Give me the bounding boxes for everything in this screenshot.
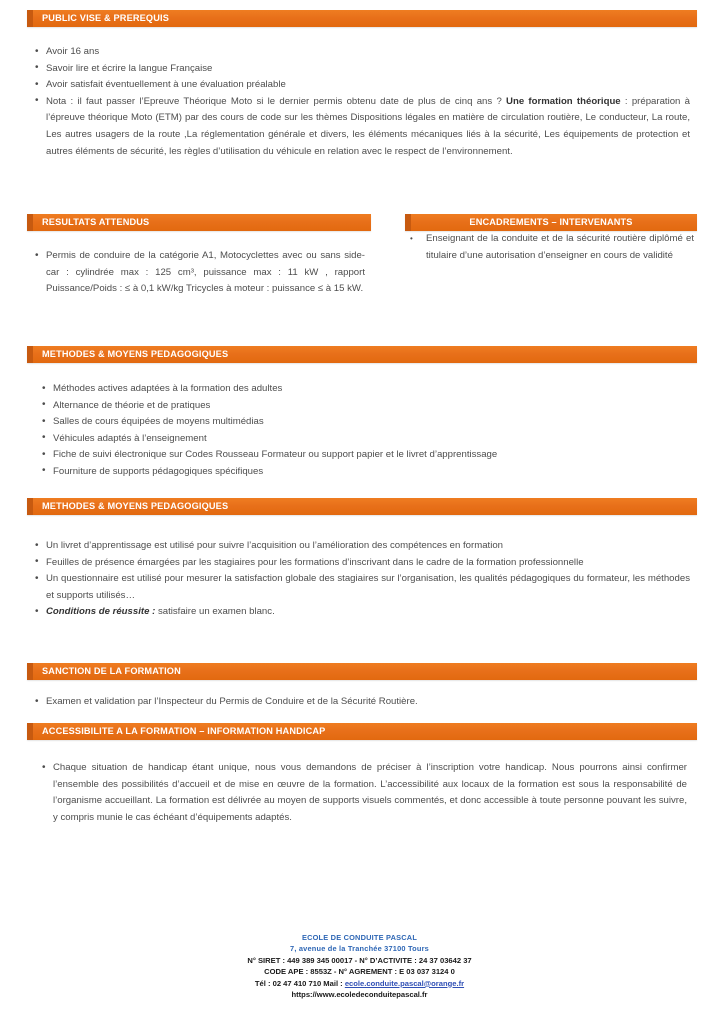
section-header-sanction	[27, 663, 697, 680]
list-item: • Avoir satisfait éventuellement à une évaluation préalable	[35, 77, 690, 94]
list-item: • Véhicules adaptés à l’enseignement	[42, 431, 687, 448]
methodes-2-list	[35, 538, 690, 621]
section-title-methodes-2: METHODES & MOYENS PEDAGOGIQUES	[42, 501, 229, 511]
section-title-encadrements: ENCADREMENTS – INTERVENANTS	[469, 217, 633, 227]
footer-tel-label: Tél : 02 47 410 710 Mail :	[254, 978, 345, 988]
section-header-resultats	[27, 214, 371, 231]
section-body-encadrements	[406, 231, 694, 264]
accessibilite-list	[42, 760, 687, 826]
list-item: • Examen et validation par l’Inspecteur du Permis de Conduire et de la Sécurité Routière.	[35, 694, 690, 711]
public-vise-list	[35, 44, 690, 160]
list-item: • Savoir lire et écrire la langue Française	[35, 61, 690, 78]
header-bar	[27, 214, 371, 231]
section-header-accessibilite	[27, 723, 697, 740]
encadrements-list	[406, 231, 694, 264]
header-bar	[27, 663, 697, 680]
section-body-methodes-1	[42, 381, 687, 481]
list-item: • Méthodes actives adaptées à la formation des adultes	[42, 381, 687, 398]
header-bar	[27, 10, 697, 27]
conditions-label: Conditions de réussite :	[46, 606, 156, 618]
list-item: • Salles de cours équipées de moyens multimédias	[42, 414, 687, 431]
footer-website: https://www.ecoledeconduitepascal.fr	[291, 990, 428, 1000]
footer-address: 7, avenue de la Tranchée 37100 Tours	[290, 944, 429, 954]
list-item: • Chaque situation de handicap étant unique, nous vous demandons de préciser à l’inscription votre handicap. Nous pourrons ainsi confirmer l’ensemble des possibilités d’accueil et de mise en œuvre de la formation. L’accessibilité aux locaux de la formation est sous la responsabilité de l’organisme accueillant. La formation est délivrée au moyen de supports visuels commentés, et donc accessible à toute personne pouvant les suivre, y compris munie le cas échéant d’équipements adaptés.	[42, 760, 687, 826]
list-item: • Permis de conduire de la catégorie A1, Motocyclettes avec ou sans side-car : cylindrée max : 125 cm³, puissance max : 11 kW , rapport Puissance/Poids : ≤ à 0,1 kW/kg Tricycles à moteur : puissance ≤ à 15 kW.	[35, 248, 365, 298]
footer-siret: N° SIRET : 449 389 345 00017 - N° D’ACTIVITE : 24 37 03642 37	[247, 955, 472, 965]
methodes-1-list	[42, 381, 687, 481]
list-item: • Feuilles de présence émargées par les stagiaires pour les formations d’inscrivant dans le cadre de la formation professionnelle	[35, 555, 690, 572]
list-item: • Fiche de suivi électronique sur Codes Rousseau Formateur ou support papier et le livret d’apprentissage	[42, 447, 687, 464]
section-header-methodes-1	[27, 346, 697, 363]
section-body-sanction	[35, 694, 690, 711]
list-item: • Fourniture de supports pédagogiques spécifiques	[42, 464, 687, 481]
header-bar	[405, 214, 697, 231]
nota-bold-text: Une formation théorique	[506, 95, 621, 107]
section-body-resultats	[35, 248, 365, 298]
footer-company-name: ECOLE DE CONDUITE PASCAL	[301, 933, 418, 942]
section-body-methodes-2	[35, 538, 690, 621]
nota-lead-text: Nota : il faut passer l’Epreuve Théorique Moto si le dernier permis obtenu date de plus de cinq ans ?	[46, 95, 507, 107]
list-item: • Un livret d’apprentissage est utilisé pour suivre l’acquisition ou l’amélioration des compétences en formation	[35, 538, 690, 555]
footer-ape: CODE APE : 8553Z - N° AGREMENT : E 03 037 3124 0	[264, 967, 455, 977]
section-header-methodes-2	[27, 498, 697, 515]
header-bar	[27, 346, 697, 363]
list-item-conditions	[35, 604, 690, 621]
list-item: • Enseignant de la conduite et de la sécurité routière diplômé et titulaire d’une autorisation d’enseigner en cours de validité	[406, 231, 694, 264]
resultats-list	[35, 248, 365, 298]
sanction-list	[35, 694, 690, 711]
section-header-encadrements	[405, 214, 697, 231]
list-item: • Avoir 16 ans	[35, 44, 690, 61]
header-bar	[27, 723, 697, 740]
list-item-nota	[35, 94, 690, 160]
footer	[0, 932, 719, 1000]
list-item: • Alternance de théorie et de pratiques	[42, 398, 687, 415]
footer-contact	[0, 978, 719, 989]
section-header-public-vise	[27, 10, 697, 27]
footer-email-link[interactable]: ecole.conduite.pascal@orange.fr	[344, 978, 465, 988]
section-body-accessibilite	[42, 760, 687, 826]
section-title-accessibilite: ACCESSIBILITE A LA FORMATION – INFORMATION HANDICAP	[42, 726, 326, 736]
header-bar	[27, 498, 697, 515]
nota-rest-text: : préparation à l’épreuve théorique Moto (ETM) par des cours de code sur les thèmes Dispositions légales en matière de circulation routière, Le conducteur, La route, Les autres usagers de la route ,La réglementation générale et divers, les éléments mécaniques liés à la sécurité, Les équipements de protection et autres éléments de sécurité, les règles d’utilisation du véhicule en relation avec le respect de l’environnement.	[46, 95, 690, 157]
section-title-resultats: RESULTATS ATTENDUS	[42, 217, 150, 227]
list-item: • Un questionnaire est utilisé pour mesurer la satisfaction globale des stagiaires sur l’organisation, les qualités pédagogiques du formateur, les méthodes et supports utilisés…	[35, 571, 690, 604]
section-title-public-vise: PUBLIC VISE & PREREQUIS	[42, 13, 169, 23]
section-body-public-vise	[35, 44, 690, 160]
conditions-text: satisfaire un examen blanc.	[155, 606, 275, 618]
section-title-sanction: SANCTION DE LA FORMATION	[42, 666, 181, 676]
section-title-methodes-1: METHODES & MOYENS PEDAGOGIQUES	[42, 349, 229, 359]
